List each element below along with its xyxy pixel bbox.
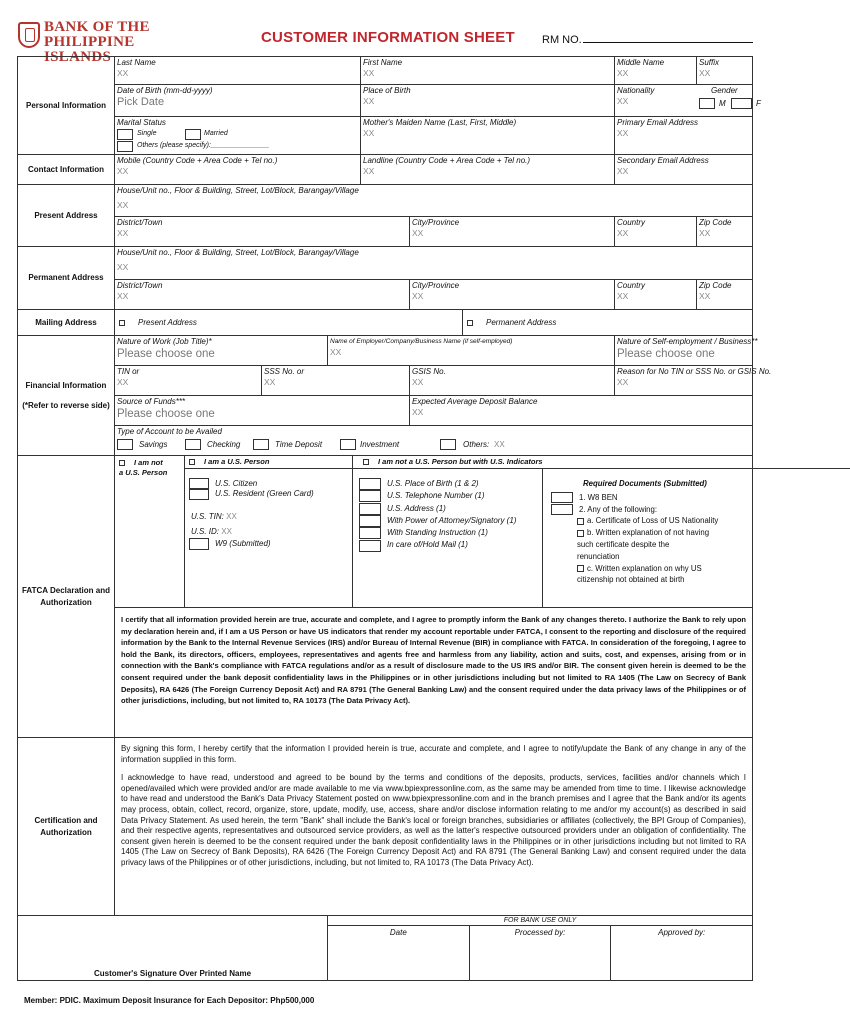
mailing-present-checkbox[interactable] xyxy=(119,320,125,326)
mailing-address-section: Mailing Address xyxy=(18,310,115,336)
time-deposit-checkbox[interactable] xyxy=(253,439,269,450)
gender-label: Gender xyxy=(711,86,738,95)
middle-name-field[interactable]: Middle Name XX xyxy=(615,57,697,85)
customer-form xyxy=(17,56,772,981)
us-resident-checkbox[interactable] xyxy=(189,488,209,500)
rm-number[interactable]: RM NO. xyxy=(542,33,753,46)
us-tin-value[interactable]: XX xyxy=(226,511,237,521)
financial-section: Financial Information (*Refer to reverse side) xyxy=(18,336,115,456)
fatca-not-us-cell[interactable]: I am not a U.S. Person xyxy=(115,456,185,608)
bank-logo xyxy=(18,19,178,65)
mailing-permanent-option[interactable]: Permanent Address xyxy=(463,310,753,336)
nature-self-employment-field[interactable]: Nature of Self-employment / Business** Please choose one xyxy=(615,336,753,366)
reason-no-id-field[interactable]: Reason for No TIN or SSS No. or GSIS No. XX xyxy=(615,366,753,396)
permanent-house-field[interactable]: House/Unit no., Floor & Building, Street, Lot/Block, Barangay/Village XX xyxy=(115,247,753,280)
permanent-city-field[interactable]: City/Province XX xyxy=(410,280,615,310)
permanent-address-section: Permanent Address xyxy=(18,247,115,310)
ind-incare-checkbox[interactable] xyxy=(359,540,381,552)
form-title: CUSTOMER INFORMATION SHEET xyxy=(261,29,515,46)
secondary-email-field[interactable]: Secondary Email Address XX xyxy=(615,155,753,185)
header xyxy=(0,0,768,65)
personal-section: Personal Information xyxy=(18,57,115,155)
present-zip-field[interactable]: Zip Code XX xyxy=(697,217,753,247)
us-indicator-options[interactable]: U.S. Place of Birth (1 & 2) U.S. Telephone Number (1) U.S. Address (1) With Power of Attorney/Signatory (1) With Standing Instruction (1) In care of/Hold Mail (1) xyxy=(359,478,516,552)
investment-checkbox[interactable] xyxy=(340,439,356,450)
primary-email-field[interactable]: Primary Email Address XX xyxy=(615,117,753,155)
gender-female-checkbox[interactable] xyxy=(731,98,752,109)
mothers-maiden-field[interactable]: Mother's Maiden Name (Last, First, Middle) XX xyxy=(361,117,615,155)
permanent-country-field[interactable]: Country XX xyxy=(615,280,697,310)
us-person-options[interactable]: U.S. Citizen U.S. Resident (Green Card) U.S. TIN: XX U.S. ID: XX W9 (Submitted) xyxy=(189,478,314,550)
fatca-section: FATCA Declaration and Authorization xyxy=(18,456,115,738)
checking-checkbox[interactable] xyxy=(185,439,201,450)
source-of-funds-field[interactable]: Source of Funds*** Please choose one xyxy=(115,396,410,426)
contact-section: Contact Information xyxy=(18,155,115,185)
mailing-present-option[interactable]: Present Address xyxy=(115,310,463,336)
fatca-us-person-cell[interactable]: I am a U.S. Person xyxy=(185,456,353,608)
mobile-field[interactable]: Mobile (Country Code + Area Code + Tel no.) XX xyxy=(115,155,361,185)
bank-name-line2: PHILIPPINE ISLANDS xyxy=(44,34,135,65)
gsis-field[interactable]: GSIS No. XX xyxy=(410,366,615,396)
permanent-district-field[interactable]: District/Town XX xyxy=(115,280,410,310)
married-checkbox[interactable] xyxy=(185,129,201,140)
required-documents[interactable]: Required Documents (Submitted) 1. W8 BEN 2. Any of the following: a. Certificate of Loss of US Nationality b. Written explanation of not having such certificate despite the renunciation c. Written explanation on why US citizenship not obtained at birth xyxy=(551,478,741,586)
ind-phone-checkbox[interactable] xyxy=(359,490,381,502)
bank-seal-icon xyxy=(18,22,40,48)
certification-text: By signing this form, I hereby certify that the information I provided herein is true, accurate and complete, and I agree to notify/update the Bank of any change in any of the information supplied in this form. I acknowledge to have read, understood and agreed to be bound by the terms and conditions of the deposits, products, services, facilities and/or channels which I opened/availed which were provided and/or are made available to me via www.bpiexpressonline.com, as the same may be amended from time to time. I likewise acknowledge to have read and understood the Bank's Data Privacy Statement posted on www.bpiexpressonline.com and in the branch premises and I agree that the Bank and/or its agents may process, obtain, collect, record, organize, store, update, modify, use, access, share and/or disclose information relating to me and/or my account(s) as described in said Data Privacy Statement. As used herein, the term "Bank" shall include the Bank's local or foreign branches, subsidiaries or affiliates (collectively, the BPI Group of Companies), and their respective agents, representatives and outsourced service providers, as well as the latter's respective outsourced providers under an obligation of confidentiality. The consent given herein is deemed to be the consent required under the bank deposit confidentiality laws in the Philippines or in other jurisdictions including but not limited to RA 1405 (The Law on Secrecy of Bank Deposits), RA 6426 (The Foreign Currency Deposit Act) and RA 8791 (The General Banking Law) and consent required under the data privacy laws of the Philippines or of other jurisdictions, including, but not limited to, RA 10173 (The Data Privacy Act). xyxy=(115,738,753,916)
gender-male-checkbox[interactable] xyxy=(699,98,715,109)
present-country-field[interactable]: Country XX xyxy=(615,217,697,247)
account-type-field[interactable]: Type of Account to be Availed Savings Checking Time Deposit Investment Others: XX xyxy=(115,426,753,456)
fatca-indicators-header[interactable]: I am not a U.S. Person but with U.S. Indicators xyxy=(353,456,850,468)
suffix-field[interactable]: Suffix XX xyxy=(697,57,753,85)
last-name-field[interactable]: Last Name XX xyxy=(115,57,361,85)
financial-note: (*Refer to reverse side) xyxy=(22,400,110,410)
bank-processed-cell[interactable]: Processed by: xyxy=(470,926,612,980)
w9-checkbox[interactable] xyxy=(189,538,209,550)
bank-use-block: FOR BANK USE ONLY Date Processed by: Approved by: xyxy=(328,916,753,981)
single-checkbox[interactable] xyxy=(117,129,133,140)
employer-field[interactable]: Name of Employer/Company/Business Name (if self-employed) XX xyxy=(328,336,615,366)
marital-status-field[interactable]: Marital Status Single Married Others (please specify):_______________ xyxy=(115,117,361,155)
present-house-field[interactable]: House/Unit no., Floor & Building, Street, Lot/Block, Barangay/Village XX xyxy=(115,185,753,217)
dob-field[interactable]: Date of Birth (mm-dd-yyyy) Pick Date xyxy=(115,85,361,117)
ind-birth-checkbox[interactable] xyxy=(359,478,381,490)
us-indicators-checkbox[interactable] xyxy=(363,459,369,465)
expected-deposit-field[interactable]: Expected Average Deposit Balance XX xyxy=(410,396,753,426)
present-district-field[interactable]: District/Town XX xyxy=(115,217,410,247)
present-address-section: Present Address xyxy=(18,185,115,247)
mailing-permanent-checkbox[interactable] xyxy=(467,320,473,326)
ind-address-checkbox[interactable] xyxy=(359,503,381,515)
nature-of-work-field[interactable]: Nature of Work (Job Title)* Please choose one xyxy=(115,336,328,366)
others-checkbox[interactable] xyxy=(117,141,133,152)
present-city-field[interactable]: City/Province XX xyxy=(410,217,615,247)
rm-number-line[interactable] xyxy=(583,33,753,43)
us-person-checkbox[interactable] xyxy=(189,459,195,465)
permanent-zip-field[interactable]: Zip Code XX xyxy=(697,280,753,310)
tin-field[interactable]: TIN or XX xyxy=(115,366,262,396)
fatca-declaration-text: I certify that all information provided herein are true, accurate and complete, and I agree to promptly inform the Bank of any changes thereto. I authorize the Bank to rely upon my declaration herein and, if I am a US Person or have US indicators that render my account reportable under FATCA, I consent to the reporting and disclosure of the required information by the Bank to the Internal Revenue Services (IRS) and/or Bureau of Internal Revenue (BIR) in compliance with FATCA. In consideration of the foregoing, I agree to hold the Bank, its directors, officers, employees, representatives and agents free and harmless from any liability, action and suits, cost, and expenses, arising from or in connection with the Bank's compliance with FATCA regulations and/or as a result of disclosure made to the US IRS and/or BIR. The consent given herein is deemed to be the consent required under the bank deposit confidentiality laws in the Philippines or in other jurisdictions including but not limited to RA 1405 (The Law on Secrecy of Bank Deposits), RA 6426 (The Foreign Currency Deposit Act) and RA 8791 (The General Banking Law) and the consent required under the data privacy laws of the Philippines or of other jurisdictions, including, but not limited to, RA 10173 (The Data Privacy Act). xyxy=(115,608,753,738)
customer-signature-cell[interactable]: Customer's Signature Over Printed Name xyxy=(18,916,328,981)
savings-checkbox[interactable] xyxy=(117,439,133,450)
nationality-gender-field[interactable]: Nationality XX Gender M F xyxy=(615,85,753,117)
others-account-checkbox[interactable] xyxy=(440,439,456,450)
w8ben-checkbox[interactable] xyxy=(551,492,573,503)
bank-date-cell[interactable]: Date xyxy=(328,926,470,980)
bank-name-line1: BANK OF THE xyxy=(44,19,150,35)
not-us-person-checkbox[interactable] xyxy=(119,460,125,466)
any-following-checkbox[interactable] xyxy=(551,504,573,515)
bank-approved-cell[interactable]: Approved by: xyxy=(658,928,706,937)
certification-section: Certification and Authorization xyxy=(18,738,115,916)
us-id-value[interactable]: XX xyxy=(221,526,232,536)
place-of-birth-field[interactable]: Place of Birth XX xyxy=(361,85,615,117)
ind-standing-checkbox[interactable] xyxy=(359,527,381,539)
landline-field[interactable]: Landline (Country Code + Area Code + Tel no.) XX xyxy=(361,155,615,185)
first-name-field[interactable]: First Name XX xyxy=(361,57,615,85)
fatca-status-block[interactable] xyxy=(115,456,753,608)
pdic-footer: Member: PDIC. Maximum Deposit Insurance for Each Depositor: Php500,000 xyxy=(24,996,315,1005)
ind-poa-checkbox[interactable] xyxy=(359,515,381,527)
sss-field[interactable]: SSS No. or XX xyxy=(262,366,410,396)
